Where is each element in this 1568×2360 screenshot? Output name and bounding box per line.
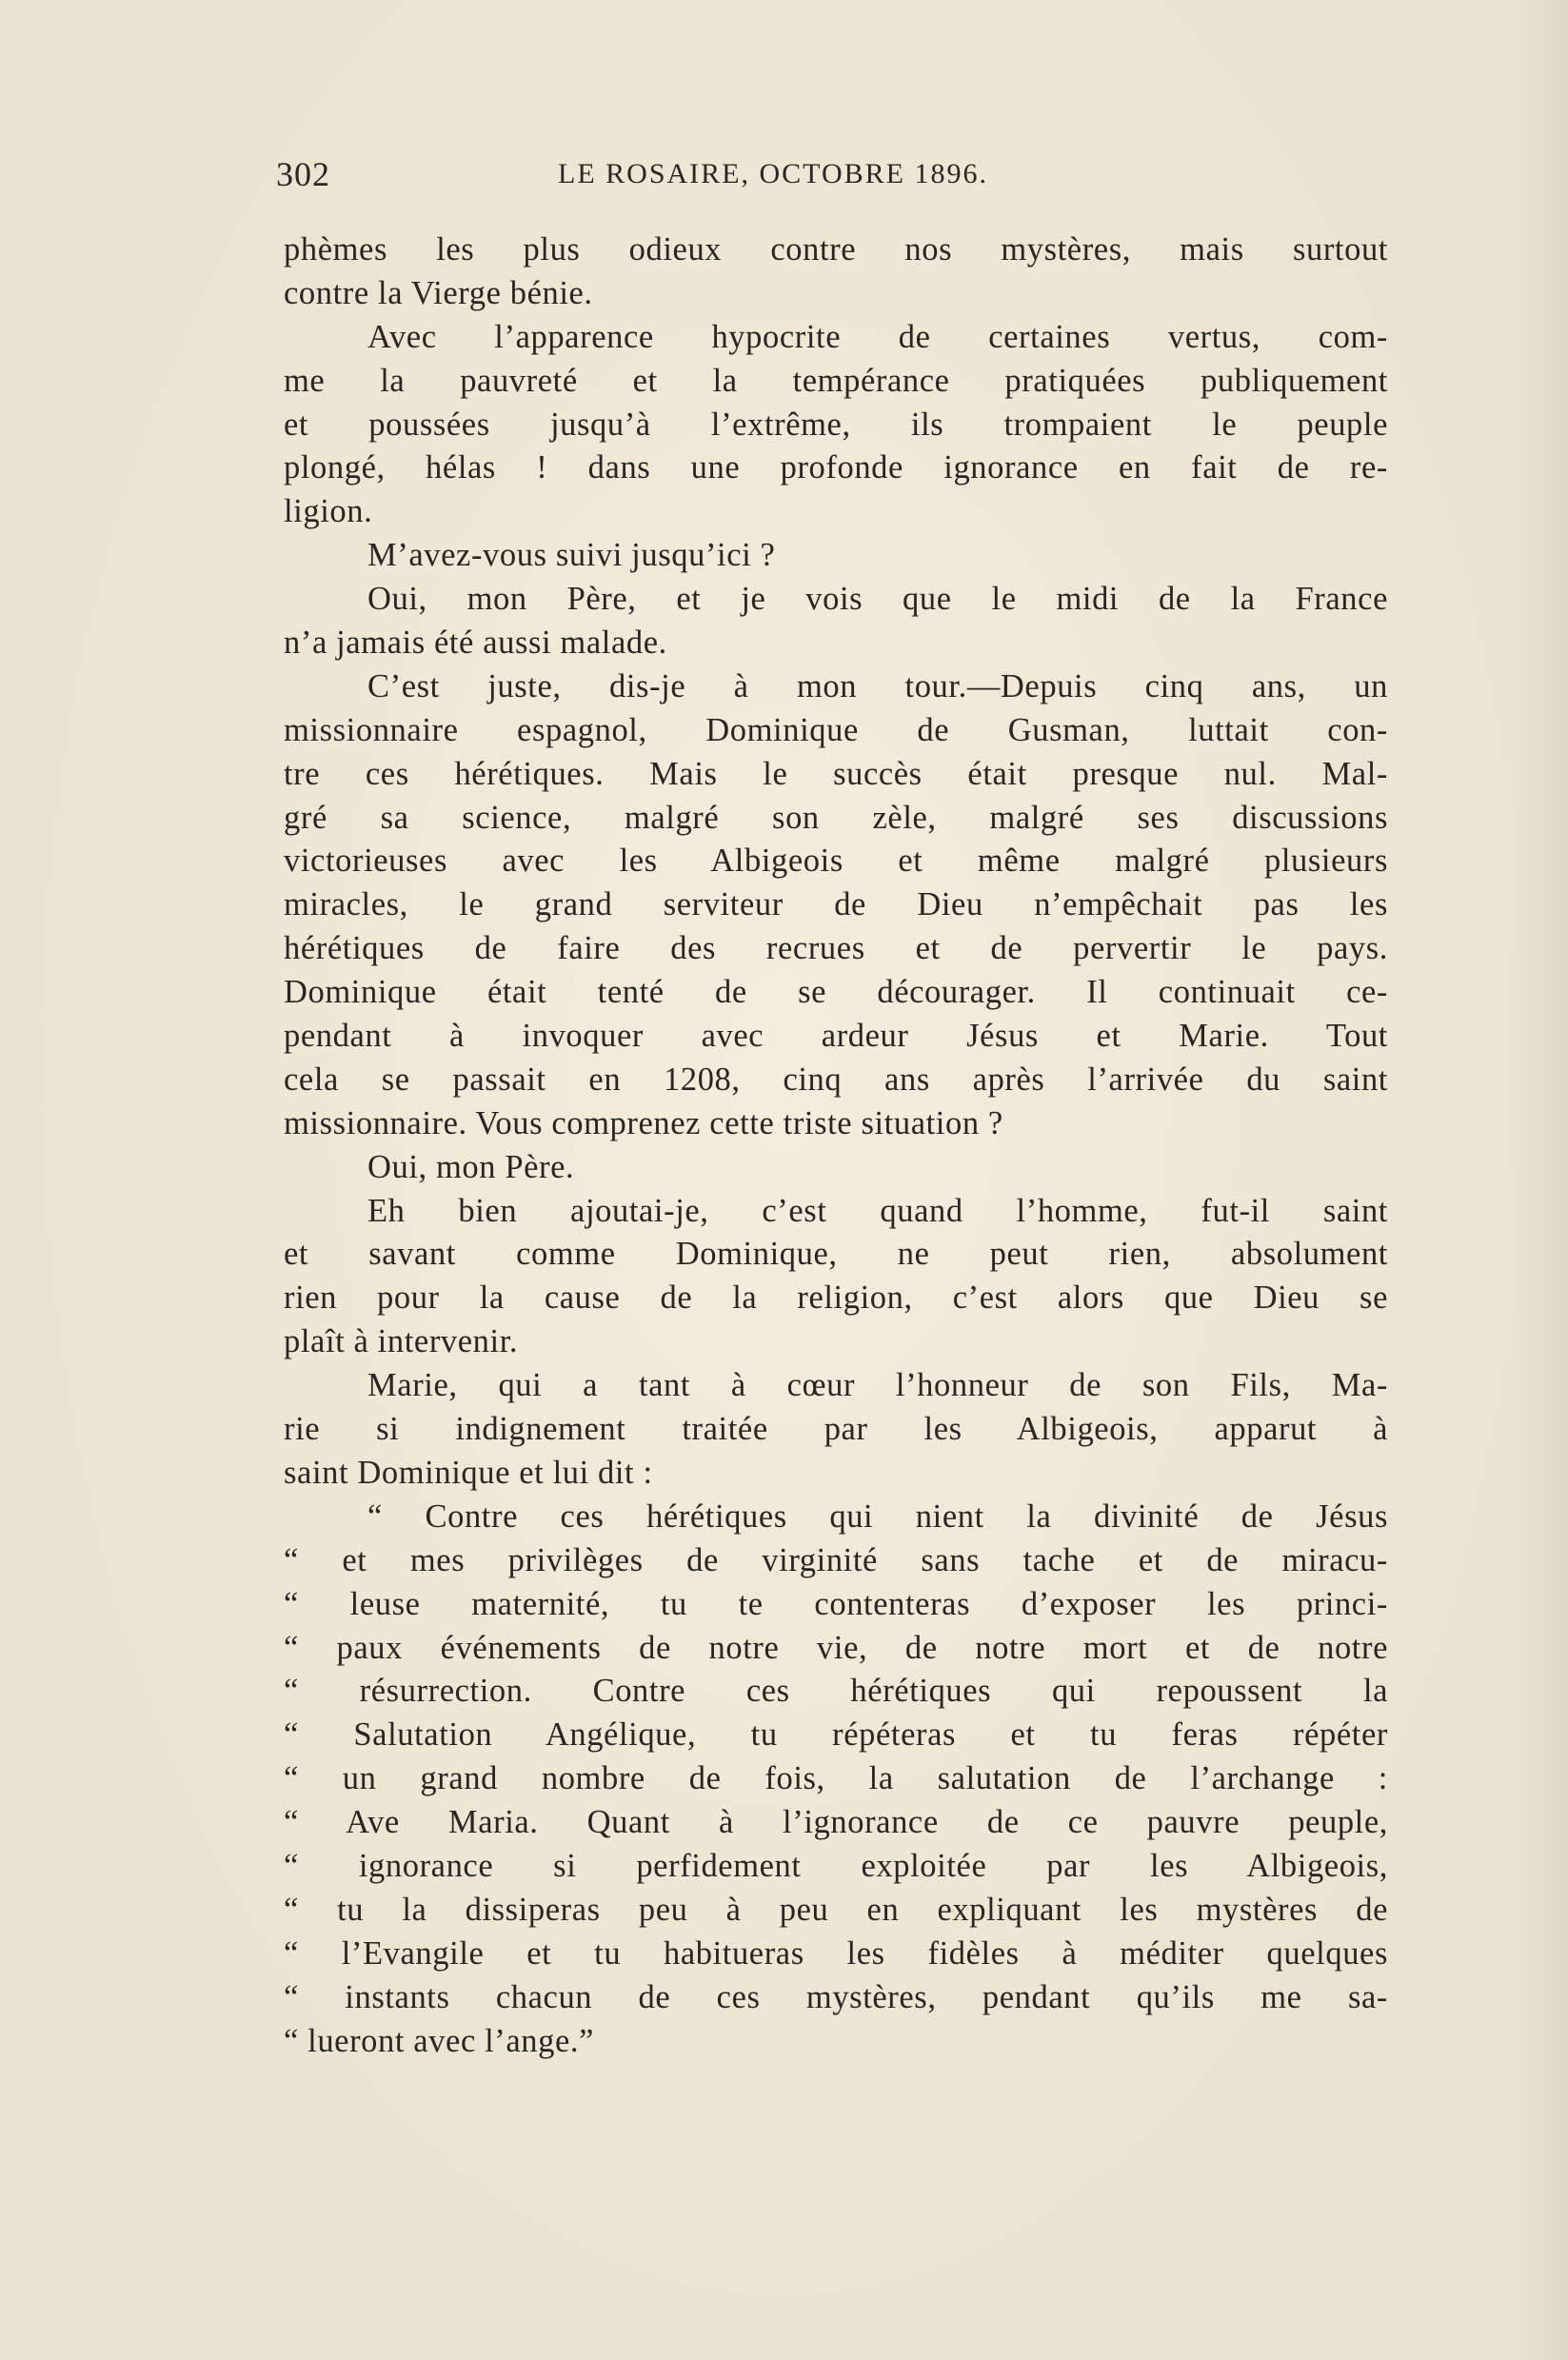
page-edge-shadow (1511, 0, 1568, 2360)
text-line: M’avez-vous suivi jusqu’ici ? (367, 537, 776, 574)
text-line: hérétiques de faire des recrues et de pervertir le pays. (284, 930, 1388, 967)
text-line: Marie, qui a tant à cœur l’honneur de son Fils, Ma- (367, 1367, 1388, 1404)
text-line: “ Salutation Angélique, tu répéteras et tu feras répéter (284, 1716, 1388, 1754)
text-line: “ instants chacun de ces mystères, pendant qu’ils me sa- (284, 1978, 1388, 2015)
text-line: “ paux événements de notre vie, de notre mort et de notre (284, 1629, 1388, 1666)
text-line: “ ignorance si perfidement exploitée par les Albigeois, (284, 1847, 1388, 1884)
text-line: victorieuses avec les Albigeois et même malgré plusieurs (284, 843, 1388, 880)
text-line: Eh bien ajoutai-je, c’est quand l’homme, fut-il saint (367, 1192, 1388, 1229)
text-line: rie si indignement traitée par les Albigeois, apparut à (284, 1411, 1388, 1448)
text-line: “ l’Evangile et tu habitueras les fidèles à méditer quelques (284, 1934, 1388, 1972)
text-line: Dominique était tenté de se décourager. Il continuait ce- (284, 974, 1388, 1011)
text-line: gré sa science, malgré son zèle, malgré ses discussions (284, 799, 1388, 836)
text-line: “ résurrection. Contre ces hérétiques qui repoussent la (284, 1673, 1388, 1710)
text-line: plaît à intervenir. (284, 1323, 519, 1360)
page-number: 302 (276, 155, 330, 193)
text-line: Oui, mon Père. (367, 1148, 575, 1185)
text-line: contre la Vierge bénie. (284, 274, 593, 311)
text-line: cela se passait en 1208, cinq ans après l’arrivée du saint (284, 1061, 1388, 1098)
text-line: miracles, le grand serviteur de Dieu n’empêchait pas les (284, 886, 1388, 923)
text-line: plongé, hélas ! dans une profonde ignorance en fait de re- (284, 449, 1388, 486)
text-line: “ et mes privilèges de virginité sans tache et de miracu- (284, 1541, 1388, 1578)
text-line: missionnaire espagnol, Dominique de Gusman, luttait con- (284, 711, 1388, 748)
body-text (284, 228, 1388, 2063)
text-line: ligion. (284, 493, 373, 530)
text-line: missionnaire. Vous comprenez cette triste situation ? (284, 1104, 1003, 1141)
text-line: me la pauvreté et la tempérance pratiquées publiquement (284, 362, 1388, 399)
text-line: et savant comme Dominique, ne peut rien, absolument (284, 1236, 1388, 1273)
text-line: “ un grand nombre de fois, la salutation de l’archange : (284, 1760, 1388, 1797)
text-line: et poussées jusqu’à l’extrême, ils trompaient le peuple (284, 406, 1388, 443)
text-line: C’est juste, dis-je à mon tour.—Depuis cinq ans, un (367, 667, 1388, 704)
text-line: “ Contre ces hérétiques qui nient la divinité de Jésus (367, 1497, 1388, 1535)
text-line: “ tu la dissiperas peu à peu en expliquant les mystères de (284, 1891, 1388, 1928)
text-line: Oui, mon Père, et je vois que le midi de la France (367, 581, 1388, 618)
running-title: LE ROSAIRE, OCTOBRE 1896. (558, 158, 988, 189)
text-line: saint Dominique et lui dit : (284, 1454, 653, 1491)
text-line: “ Ave Maria. Quant à l’ignorance de ce pauvre peuple, (284, 1804, 1388, 1841)
text-line: pendant à invoquer avec ardeur Jésus et Marie. Tout (284, 1018, 1388, 1055)
text-line: “ lueront avec l’ange.” (284, 2022, 595, 2059)
text-line: “ leuse maternité, tu te contenteras d’exposer les princi- (284, 1585, 1388, 1622)
text-line: tre ces hérétiques. Mais le succès était presque nul. Mal- (284, 755, 1388, 792)
running-head (276, 154, 1085, 196)
text-line: n’a jamais été aussi malade. (284, 625, 667, 662)
text-line: Avec l’apparence hypocrite de certaines vertus, com- (367, 318, 1388, 355)
text-line: rien pour la cause de la religion, c’est alors que Dieu se (284, 1279, 1388, 1317)
text-line: phèmes les plus odieux contre nos mystères, mais surtout (284, 231, 1388, 268)
